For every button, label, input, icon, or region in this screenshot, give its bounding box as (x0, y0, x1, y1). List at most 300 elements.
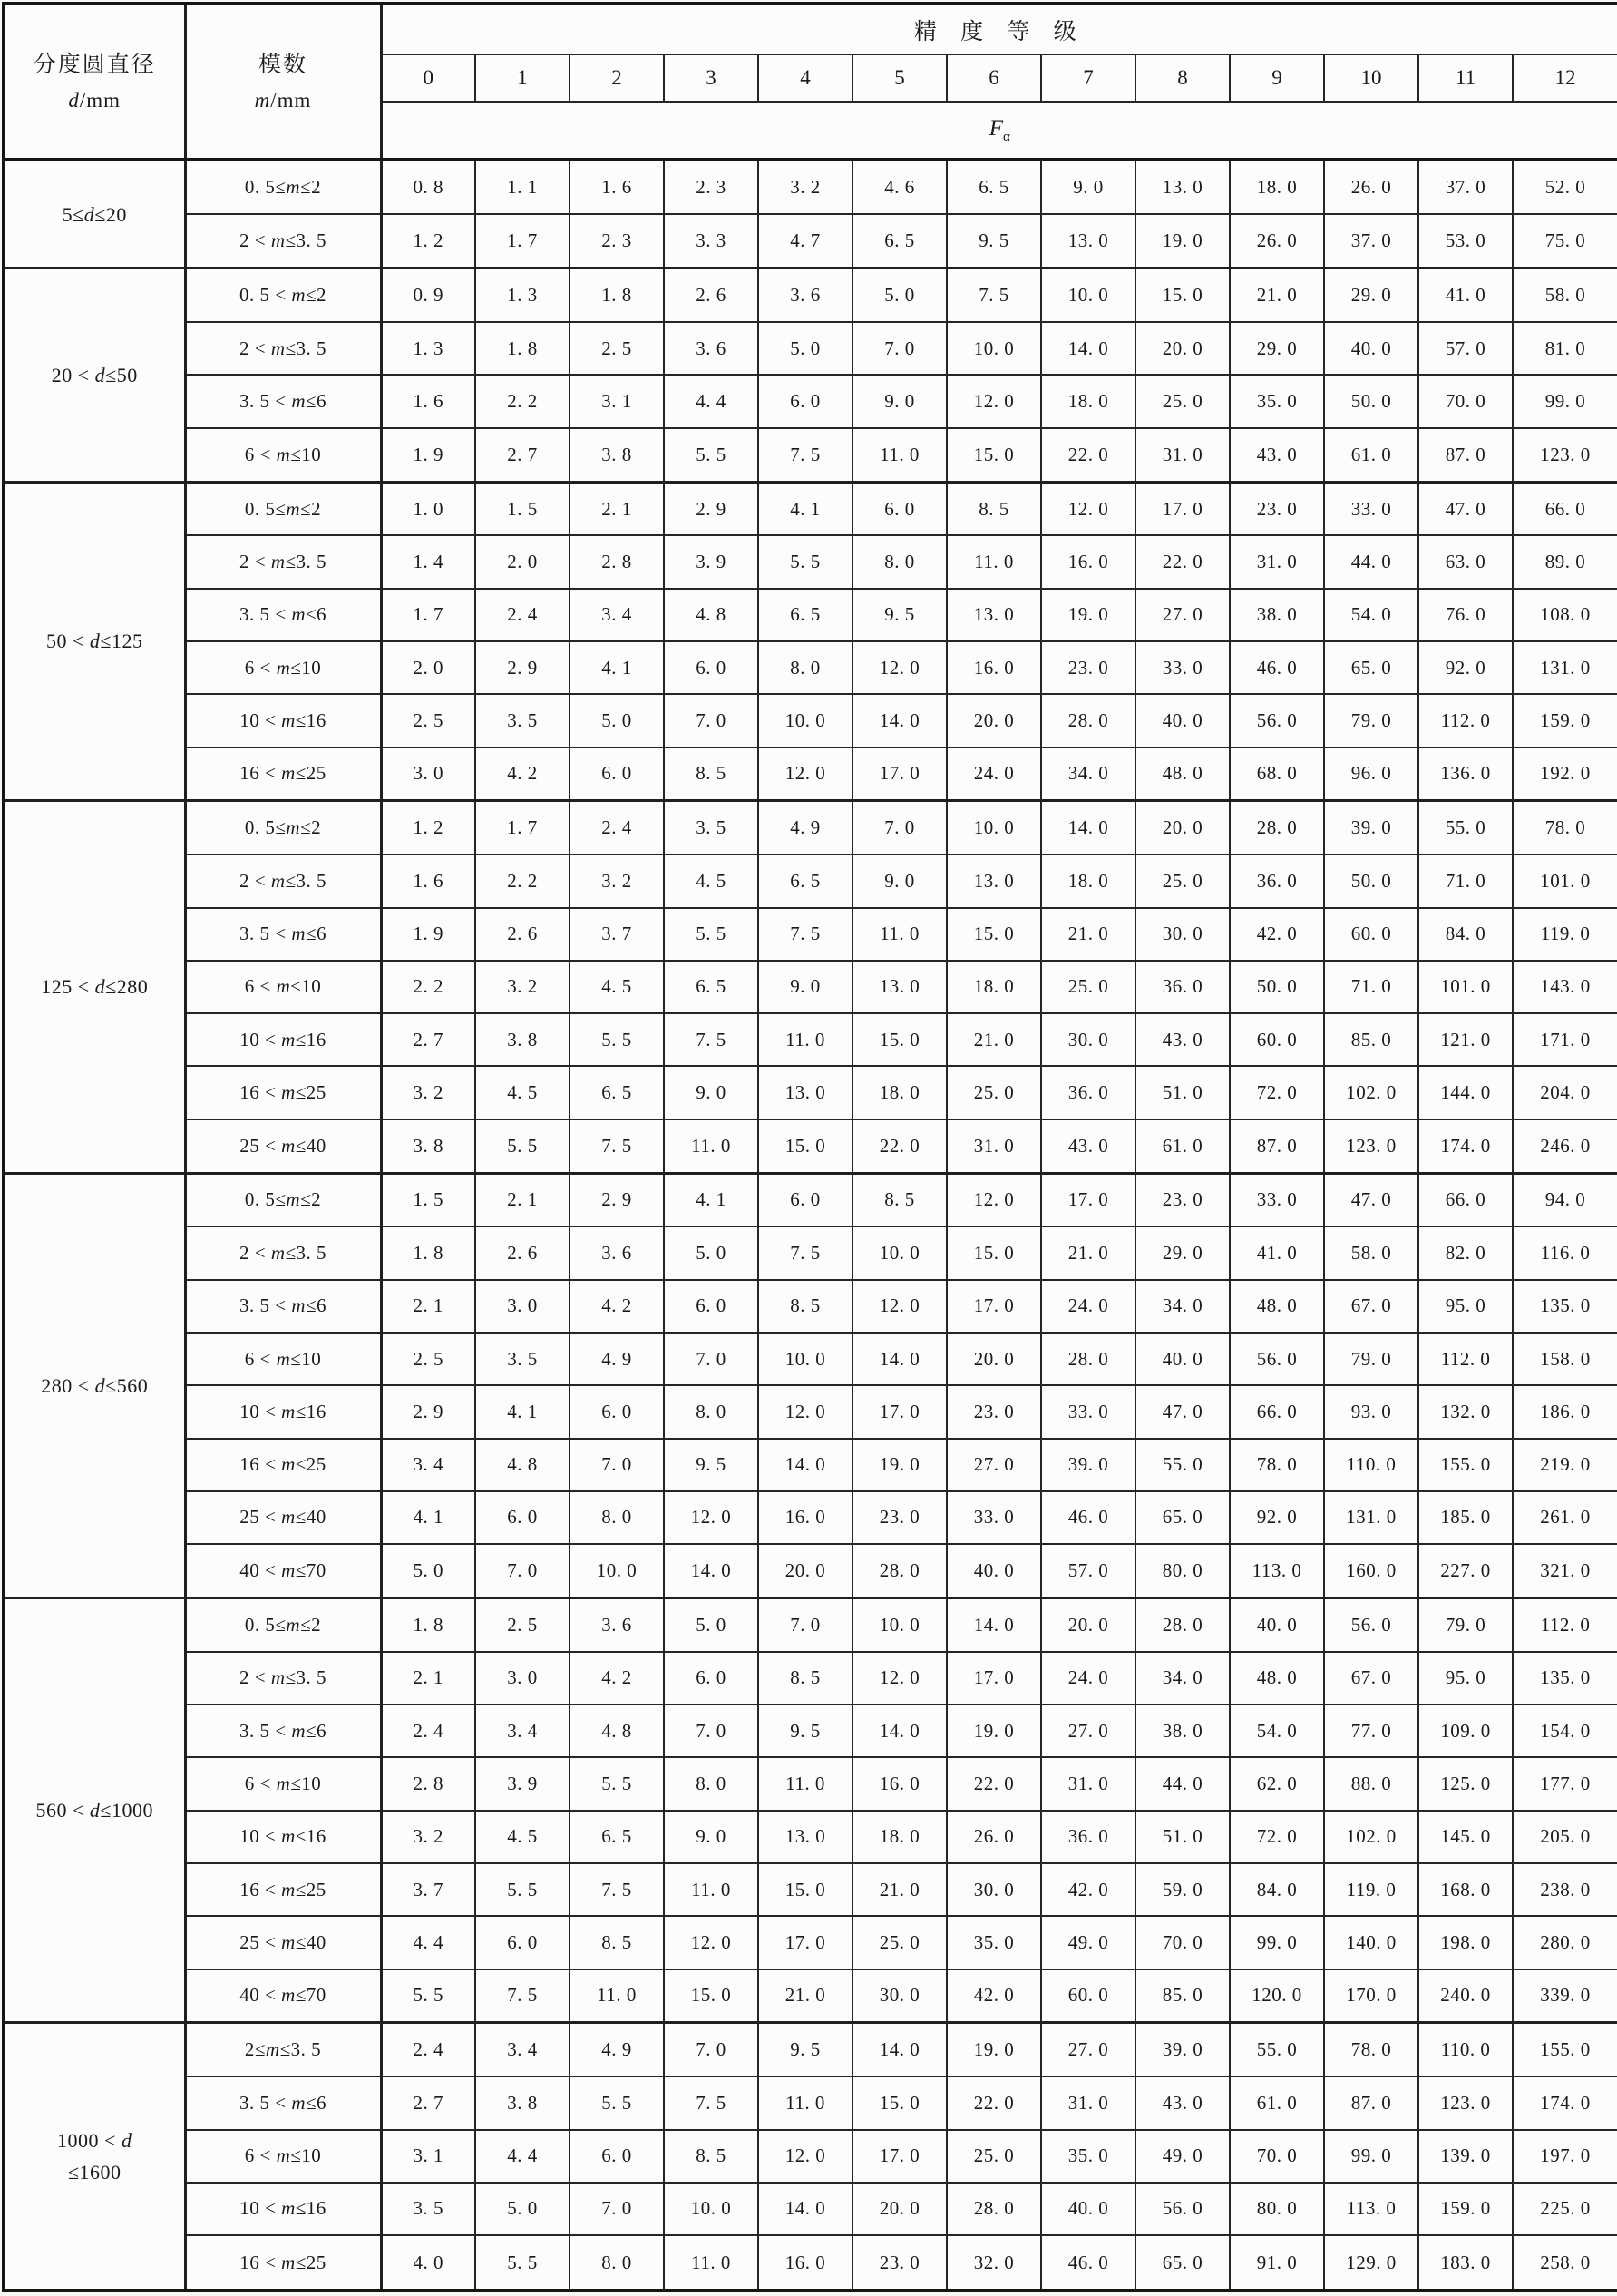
tolerance-value-cell: 47. 0 (1418, 482, 1513, 535)
tolerance-value-cell: 49. 0 (1041, 1916, 1135, 1969)
tolerance-value-cell: 70. 0 (1418, 375, 1513, 427)
table-row (4, 1173, 1617, 1226)
module-range-cell: 0. 5≤m≤2 (185, 1597, 381, 1651)
module-range-cell: 2≤m≤3. 5 (185, 2023, 381, 2076)
tolerance-value-cell: 4. 6 (852, 160, 947, 214)
tolerance-value-cell: 7. 5 (758, 428, 852, 482)
tolerance-value-cell: 113. 0 (1324, 2183, 1418, 2235)
tolerance-value-cell: 67. 0 (1324, 1280, 1418, 1333)
tolerance-value-cell: 2. 7 (381, 2076, 475, 2129)
diameter-column-header (4, 4, 185, 160)
tolerance-value-cell: 25. 0 (1135, 375, 1230, 427)
module-range-cell: 6 < m≤10 (185, 641, 381, 694)
module-range-cell: 0. 5≤m≤2 (185, 482, 381, 535)
tolerance-value-cell: 6. 5 (852, 214, 947, 268)
table-row (4, 2183, 1617, 2235)
tolerance-value-cell: 197. 0 (1513, 2130, 1617, 2183)
tolerance-value-cell: 55. 0 (1135, 1439, 1230, 1491)
tolerance-value-cell: 5. 5 (758, 535, 852, 588)
tolerance-value-cell: 20. 0 (1135, 322, 1230, 375)
tolerance-value-cell: 113. 0 (1230, 1544, 1324, 1597)
tolerance-value-cell: 10. 0 (852, 1226, 947, 1279)
tolerance-value-cell: 9. 0 (664, 1066, 758, 1119)
tolerance-value-cell: 16. 0 (1041, 535, 1135, 588)
tolerance-value-cell: 2. 1 (381, 1652, 475, 1705)
tolerance-value-cell: 25. 0 (1135, 855, 1230, 907)
tolerance-value-cell: 139. 0 (1418, 2130, 1513, 2183)
module-range-cell: 25 < m≤40 (185, 1491, 381, 1544)
module-range-cell: 10 < m≤16 (185, 1013, 381, 1066)
tolerance-value-cell: 5. 5 (570, 1757, 664, 1810)
grade-col-header: 11 (1418, 54, 1513, 102)
tolerance-value-cell: 1. 5 (381, 1173, 475, 1226)
table-row (4, 1226, 1617, 1279)
module-range-cell: 16 < m≤25 (185, 747, 381, 801)
tolerance-value-cell: 131. 0 (1513, 641, 1617, 694)
tolerance-value-cell: 2. 1 (381, 1280, 475, 1333)
tolerance-value-cell: 65. 0 (1324, 641, 1418, 694)
tolerance-value-cell: 72. 0 (1230, 1066, 1324, 1119)
tolerance-value-cell: 46. 0 (1041, 2235, 1135, 2291)
tolerance-value-cell: 1. 0 (381, 482, 475, 535)
tolerance-value-cell: 15. 0 (852, 2076, 947, 2129)
tolerance-value-cell: 66. 0 (1230, 1385, 1324, 1438)
grade-col-header: 3 (664, 54, 758, 102)
table-row (4, 694, 1617, 747)
table-row (4, 1439, 1617, 1491)
tolerance-value-cell: 246. 0 (1513, 1119, 1617, 1173)
tolerance-value-cell: 21. 0 (852, 1863, 947, 1916)
tolerance-value-cell: 9. 0 (1041, 160, 1135, 214)
tolerance-value-cell: 3. 5 (664, 801, 758, 855)
table-row (4, 908, 1617, 961)
tolerance-value-cell: 42. 0 (947, 1969, 1041, 2023)
tolerance-value-cell: 30. 0 (852, 1969, 947, 2023)
tolerance-value-cell: 57. 0 (1041, 1544, 1135, 1597)
tolerance-value-cell: 0. 9 (381, 269, 475, 322)
tolerance-value-cell: 6. 0 (570, 747, 664, 801)
grade-col-header: 2 (570, 54, 664, 102)
tolerance-value-cell: 1. 6 (381, 855, 475, 907)
tolerance-value-cell: 17. 0 (947, 1280, 1041, 1333)
tolerance-value-cell: 84. 0 (1418, 908, 1513, 961)
tolerance-value-cell: 77. 0 (1324, 1705, 1418, 1757)
tolerance-value-cell: 8. 0 (758, 641, 852, 694)
diameter-range-cell: 5≤d≤20 (4, 160, 185, 269)
tolerance-value-cell: 79. 0 (1418, 1597, 1513, 1651)
tolerance-value-cell: 8. 0 (570, 2235, 664, 2291)
table-row (4, 855, 1617, 907)
tolerance-value-cell: 225. 0 (1513, 2183, 1617, 2235)
tolerance-value-cell: 59. 0 (1135, 1863, 1230, 1916)
tolerance-value-cell: 135. 0 (1513, 1280, 1617, 1333)
tolerance-value-cell: 15. 0 (758, 1119, 852, 1173)
tolerance-value-cell: 6. 5 (758, 589, 852, 641)
table-row (4, 801, 1617, 855)
tolerance-value-cell: 112. 0 (1418, 694, 1513, 747)
tolerance-value-cell: 20. 0 (758, 1544, 852, 1597)
table-row (4, 1013, 1617, 1066)
tolerance-value-cell: 56. 0 (1230, 1333, 1324, 1385)
tolerance-value-cell: 5. 5 (475, 2235, 570, 2291)
tolerance-value-cell: 2. 4 (381, 1705, 475, 1757)
diameter-title: 分度圆直径 (33, 53, 156, 78)
tolerance-value-cell: 38. 0 (1135, 1705, 1230, 1757)
tolerance-value-cell: 7. 5 (664, 2076, 758, 2129)
tolerance-value-cell: 158. 0 (1513, 1333, 1617, 1385)
module-range-cell: 3. 5 < m≤6 (185, 908, 381, 961)
tolerance-value-cell: 13. 0 (758, 1811, 852, 1863)
tolerance-value-cell: 28. 0 (1041, 694, 1135, 747)
tolerance-value-cell: 81. 0 (1513, 322, 1617, 375)
tolerance-value-cell: 18. 0 (1041, 855, 1135, 907)
tolerance-value-cell: 47. 0 (1324, 1173, 1418, 1226)
tolerance-value-cell: 2. 2 (475, 855, 570, 907)
tolerance-value-cell: 1. 3 (381, 322, 475, 375)
tolerance-value-cell: 71. 0 (1418, 855, 1513, 907)
tolerance-value-cell: 2. 6 (664, 269, 758, 322)
tolerance-value-cell: 5. 5 (664, 428, 758, 482)
tolerance-value-cell: 136. 0 (1418, 747, 1513, 801)
tolerance-value-cell: 7. 0 (570, 2183, 664, 2235)
tolerance-value-cell: 18. 0 (852, 1066, 947, 1119)
tolerance-value-cell: 12. 0 (852, 1652, 947, 1705)
tolerance-value-cell: 63. 0 (1418, 535, 1513, 588)
tolerance-value-cell: 4. 1 (664, 1173, 758, 1226)
tolerance-value-cell: 44. 0 (1135, 1757, 1230, 1810)
tolerance-value-cell: 25. 0 (1041, 961, 1135, 1013)
tolerance-value-cell: 75. 0 (1513, 214, 1617, 268)
tolerance-value-cell: 129. 0 (1324, 2235, 1418, 2291)
tolerance-value-cell: 219. 0 (1513, 1439, 1617, 1491)
tolerance-value-cell: 35. 0 (1230, 375, 1324, 427)
table-row (4, 1863, 1617, 1916)
tolerance-value-cell: 12. 0 (664, 1916, 758, 1969)
tolerance-value-cell: 9. 5 (664, 1439, 758, 1491)
tolerance-value-cell: 7. 5 (664, 1013, 758, 1066)
tolerance-value-cell: 12. 0 (758, 2130, 852, 2183)
module-range-cell: 25 < m≤40 (185, 1916, 381, 1969)
tolerance-value-cell: 9. 5 (758, 2023, 852, 2076)
module-range-cell: 40 < m≤70 (185, 1969, 381, 2023)
tolerance-value-cell: 3. 4 (381, 1439, 475, 1491)
tolerance-value-cell: 79. 0 (1324, 694, 1418, 747)
tolerance-value-cell: 14. 0 (1041, 322, 1135, 375)
tolerance-value-cell: 2. 1 (475, 1173, 570, 1226)
diameter-range-cell: 280 < d≤560 (4, 1173, 185, 1597)
tolerance-value-cell: 2. 0 (381, 641, 475, 694)
tolerance-value-cell: 10. 0 (1041, 269, 1135, 322)
tolerance-value-cell: 339. 0 (1513, 1969, 1617, 2023)
tolerance-value-cell: 159. 0 (1513, 694, 1617, 747)
tolerance-value-cell: 60. 0 (1230, 1013, 1324, 1066)
tolerance-value-cell: 6. 0 (758, 375, 852, 427)
tolerance-value-cell: 15. 0 (947, 908, 1041, 961)
tolerance-value-cell: 20. 0 (947, 1333, 1041, 1385)
tolerance-value-cell: 71. 0 (1324, 961, 1418, 1013)
grade-col-header: 0 (381, 54, 475, 102)
tolerance-value-cell: 42. 0 (1041, 1863, 1135, 1916)
tolerance-value-cell: 22. 0 (852, 1119, 947, 1173)
tolerance-value-cell: 11. 0 (664, 2235, 758, 2291)
tolerance-value-cell: 2. 7 (381, 1013, 475, 1066)
tolerance-value-cell: 7. 0 (570, 1439, 664, 1491)
tolerance-value-cell: 7. 0 (664, 1705, 758, 1757)
module-range-cell: 2 < m≤3. 5 (185, 214, 381, 268)
tolerance-value-cell: 3. 9 (664, 535, 758, 588)
tolerance-value-cell: 34. 0 (1135, 1652, 1230, 1705)
tolerance-value-cell: 13. 0 (947, 589, 1041, 641)
tolerance-value-cell: 2. 3 (664, 160, 758, 214)
tolerance-value-cell: 11. 0 (852, 428, 947, 482)
tolerance-parameter-label: $F_\alpha$ (381, 102, 1617, 160)
tolerance-value-cell: 3. 6 (570, 1226, 664, 1279)
tolerance-value-cell: 11. 0 (664, 1863, 758, 1916)
table-row (4, 160, 1617, 214)
tolerance-value-cell: 80. 0 (1135, 1544, 1230, 1597)
table-row (4, 641, 1617, 694)
tolerance-value-cell: 17. 0 (1135, 482, 1230, 535)
module-range-cell: 2 < m≤3. 5 (185, 1652, 381, 1705)
grade-col-header: 1 (475, 54, 570, 102)
tolerance-value-cell: 7. 0 (758, 1597, 852, 1651)
tolerance-value-cell: 17. 0 (947, 1652, 1041, 1705)
diameter-range-cell: 50 < d≤125 (4, 482, 185, 801)
tolerance-value-cell: 2. 8 (381, 1757, 475, 1810)
tolerance-value-cell: 57. 0 (1418, 322, 1513, 375)
tolerance-value-cell: 23. 0 (852, 2235, 947, 2291)
tolerance-value-cell: 95. 0 (1418, 1652, 1513, 1705)
tolerance-value-cell: 16. 0 (947, 641, 1041, 694)
table-row (4, 961, 1617, 1013)
tolerance-value-cell: 8. 0 (664, 1757, 758, 1810)
tolerance-value-cell: 17. 0 (758, 1916, 852, 1969)
tolerance-value-cell: 3. 7 (381, 1863, 475, 1916)
tolerance-value-cell: 6. 0 (570, 1385, 664, 1438)
table-row (4, 214, 1617, 268)
tolerance-value-cell: 49. 0 (1135, 2130, 1230, 2183)
table-row (4, 428, 1617, 482)
diameter-range-cell: 20 < d≤50 (4, 269, 185, 482)
tolerance-value-cell: 39. 0 (1135, 2023, 1230, 2076)
tolerance-value-cell: 110. 0 (1418, 2023, 1513, 2076)
tolerance-value-cell: 5. 0 (664, 1226, 758, 1279)
tolerance-value-cell: 3. 2 (381, 1066, 475, 1119)
module-range-cell: 40 < m≤70 (185, 1544, 381, 1597)
tolerance-value-cell: 12. 0 (758, 1385, 852, 1438)
tolerance-value-cell: 10. 0 (570, 1544, 664, 1597)
tolerance-value-cell: 3. 2 (475, 961, 570, 1013)
tolerance-value-cell: 25. 0 (852, 1916, 947, 1969)
tolerance-value-cell: 18. 0 (1230, 160, 1324, 214)
tolerance-value-cell: 43. 0 (1135, 1013, 1230, 1066)
tolerance-value-cell: 4. 4 (381, 1916, 475, 1969)
tolerance-value-cell: 9. 0 (664, 1811, 758, 1863)
tolerance-value-cell: 4. 5 (475, 1066, 570, 1119)
tolerance-value-cell: 19. 0 (1135, 214, 1230, 268)
tolerance-value-cell: 22. 0 (1041, 428, 1135, 482)
tolerance-value-cell: 12. 0 (1041, 482, 1135, 535)
tolerance-value-cell: 3. 4 (475, 1705, 570, 1757)
tolerance-value-cell: 7. 5 (570, 1119, 664, 1173)
tolerance-value-cell: 78. 0 (1513, 801, 1617, 855)
tolerance-value-cell: 32. 0 (947, 2235, 1041, 2291)
tolerance-value-cell: 131. 0 (1324, 1491, 1418, 1544)
tolerance-value-cell: 14. 0 (852, 694, 947, 747)
tolerance-value-cell: 8. 5 (947, 482, 1041, 535)
tolerance-value-cell: 4. 9 (570, 2023, 664, 2076)
module-title: 模数 (258, 53, 307, 78)
tolerance-value-cell: 3. 8 (381, 1119, 475, 1173)
tolerance-value-cell: 5. 5 (570, 1013, 664, 1066)
module-range-cell: 3. 5 < m≤6 (185, 1280, 381, 1333)
tolerance-value-cell: 119. 0 (1513, 908, 1617, 961)
table-row (4, 1544, 1617, 1597)
tolerance-value-cell: 43. 0 (1230, 428, 1324, 482)
tolerance-value-cell: 37. 0 (1418, 160, 1513, 214)
tolerance-value-cell: 5. 0 (852, 269, 947, 322)
tolerance-value-cell: 16. 0 (758, 2235, 852, 2291)
tolerance-value-cell: 31. 0 (1135, 428, 1230, 482)
tolerance-value-cell: 4. 9 (570, 1333, 664, 1385)
tolerance-value-cell: 2. 4 (570, 801, 664, 855)
tolerance-value-cell: 123. 0 (1324, 1119, 1418, 1173)
tolerance-value-cell: 31. 0 (1230, 535, 1324, 588)
tolerance-value-cell: 5. 0 (381, 1544, 475, 1597)
tolerance-value-cell: 121. 0 (1418, 1013, 1513, 1066)
tolerance-value-cell: 82. 0 (1418, 1226, 1513, 1279)
tolerance-value-cell: 22. 0 (947, 1757, 1041, 1810)
tolerance-value-cell: 4. 8 (475, 1439, 570, 1491)
tolerance-value-cell: 48. 0 (1135, 747, 1230, 801)
tolerance-value-cell: 58. 0 (1324, 1226, 1418, 1279)
tolerance-value-cell: 23. 0 (1041, 641, 1135, 694)
grade-col-header: 10 (1324, 54, 1418, 102)
tolerance-value-cell: 280. 0 (1513, 1916, 1617, 1969)
tolerance-value-cell: 101. 0 (1513, 855, 1617, 907)
tolerance-value-cell: 1. 5 (475, 482, 570, 535)
tolerance-value-cell: 28. 0 (1135, 1597, 1230, 1651)
tolerance-value-cell: 20. 0 (852, 2183, 947, 2235)
tolerance-value-cell: 3. 5 (475, 1333, 570, 1385)
tolerance-value-cell: 23. 0 (852, 1491, 947, 1544)
tolerance-value-cell: 4. 5 (570, 961, 664, 1013)
precision-grade-title: 精 度 等 级 (381, 4, 1617, 54)
tolerance-value-cell: 10. 0 (758, 694, 852, 747)
tolerance-value-cell: 24. 0 (947, 747, 1041, 801)
grade-col-header: 12 (1513, 54, 1617, 102)
tolerance-value-cell: 20. 0 (1135, 801, 1230, 855)
tolerance-value-cell: 40. 0 (947, 1544, 1041, 1597)
tolerance-value-cell: 13. 0 (758, 1066, 852, 1119)
table-row (4, 747, 1617, 801)
tolerance-value-cell: 144. 0 (1418, 1066, 1513, 1119)
tolerance-value-cell: 6. 0 (664, 1652, 758, 1705)
module-range-cell: 16 < m≤25 (185, 1863, 381, 1916)
tolerance-value-cell: 72. 0 (1230, 1811, 1324, 1863)
tolerance-value-cell: 27. 0 (947, 1439, 1041, 1491)
tolerance-value-cell: 26. 0 (1230, 214, 1324, 268)
tolerance-value-cell: 6. 5 (570, 1066, 664, 1119)
tolerance-value-cell: 22. 0 (947, 2076, 1041, 2129)
grade-col-header: 7 (1041, 54, 1135, 102)
tolerance-value-cell: 23. 0 (947, 1385, 1041, 1438)
tolerance-value-cell: 4. 0 (381, 2235, 475, 2291)
module-range-cell: 3. 5 < m≤6 (185, 589, 381, 641)
tolerance-value-cell: 102. 0 (1324, 1811, 1418, 1863)
tolerance-value-cell: 2. 9 (381, 1385, 475, 1438)
tolerance-value-cell: 62. 0 (1230, 1757, 1324, 1810)
table-row (4, 1385, 1617, 1438)
tolerance-value-cell: 17. 0 (852, 1385, 947, 1438)
module-range-cell: 0. 5≤m≤2 (185, 1173, 381, 1226)
module-range-cell: 6 < m≤10 (185, 2130, 381, 2183)
tolerance-value-cell: 29. 0 (1324, 269, 1418, 322)
tolerance-value-cell: 9. 5 (947, 214, 1041, 268)
tolerance-value-cell: 0. 8 (381, 160, 475, 214)
table-row (4, 1969, 1617, 2023)
tolerance-value-cell: 11. 0 (758, 1757, 852, 1810)
tolerance-value-cell: 6. 0 (852, 482, 947, 535)
tolerance-value-cell: 6. 5 (570, 1811, 664, 1863)
header-row-titles (4, 4, 1617, 54)
tolerance-value-cell: 15. 0 (758, 1863, 852, 1916)
grade-col-header: 5 (852, 54, 947, 102)
tolerance-value-cell: 1. 6 (570, 160, 664, 214)
tolerance-value-cell: 61. 0 (1230, 2076, 1324, 2129)
tolerance-value-cell: 38. 0 (1230, 589, 1324, 641)
tolerance-value-cell: 14. 0 (1041, 801, 1135, 855)
tolerance-value-cell: 14. 0 (664, 1544, 758, 1597)
tolerance-value-cell: 110. 0 (1324, 1439, 1418, 1491)
tolerance-value-cell: 123. 0 (1418, 2076, 1513, 2129)
module-range-cell: 10 < m≤16 (185, 1811, 381, 1863)
module-range-cell: 2 < m≤3. 5 (185, 322, 381, 375)
tolerance-value-cell: 183. 0 (1418, 2235, 1513, 2291)
tolerance-value-cell: 21. 0 (947, 1013, 1041, 1066)
table-row (4, 1066, 1617, 1119)
tolerance-value-cell: 35. 0 (947, 1916, 1041, 1969)
tolerance-value-cell: 7. 0 (852, 801, 947, 855)
tolerance-value-cell: 1. 9 (381, 908, 475, 961)
tolerance-value-cell: 145. 0 (1418, 1811, 1513, 1863)
module-range-cell: 16 < m≤25 (185, 1066, 381, 1119)
tolerance-value-cell: 28. 0 (947, 2183, 1041, 2235)
tolerance-value-cell: 2. 9 (570, 1173, 664, 1226)
tolerance-value-cell: 1. 4 (381, 535, 475, 588)
tolerance-value-cell: 13. 0 (852, 961, 947, 1013)
tolerance-value-cell: 3. 6 (570, 1597, 664, 1651)
tolerance-value-cell: 88. 0 (1324, 1757, 1418, 1810)
tolerance-value-cell: 91. 0 (1230, 2235, 1324, 2291)
diameter-unit: d/mm (68, 88, 122, 112)
tolerance-value-cell: 159. 0 (1418, 2183, 1513, 2235)
tolerance-value-cell: 20. 0 (947, 694, 1041, 747)
tolerance-value-cell: 37. 0 (1324, 214, 1418, 268)
tolerance-value-cell: 1. 8 (475, 322, 570, 375)
table-row (4, 1705, 1617, 1757)
tolerance-value-cell: 94. 0 (1513, 1173, 1617, 1226)
tolerance-value-cell: 80. 0 (1230, 2183, 1324, 2235)
diameter-range-cell: 560 < d≤1000 (4, 1597, 185, 2022)
tolerance-value-cell: 2. 6 (475, 1226, 570, 1279)
tolerance-value-cell: 7. 0 (664, 1333, 758, 1385)
tolerance-value-cell: 29. 0 (1230, 322, 1324, 375)
tolerance-value-cell: 174. 0 (1418, 1119, 1513, 1173)
tolerance-value-cell: 84. 0 (1230, 1863, 1324, 1916)
tolerance-value-cell: 3. 2 (758, 160, 852, 214)
tolerance-value-cell: 155. 0 (1418, 1439, 1513, 1491)
